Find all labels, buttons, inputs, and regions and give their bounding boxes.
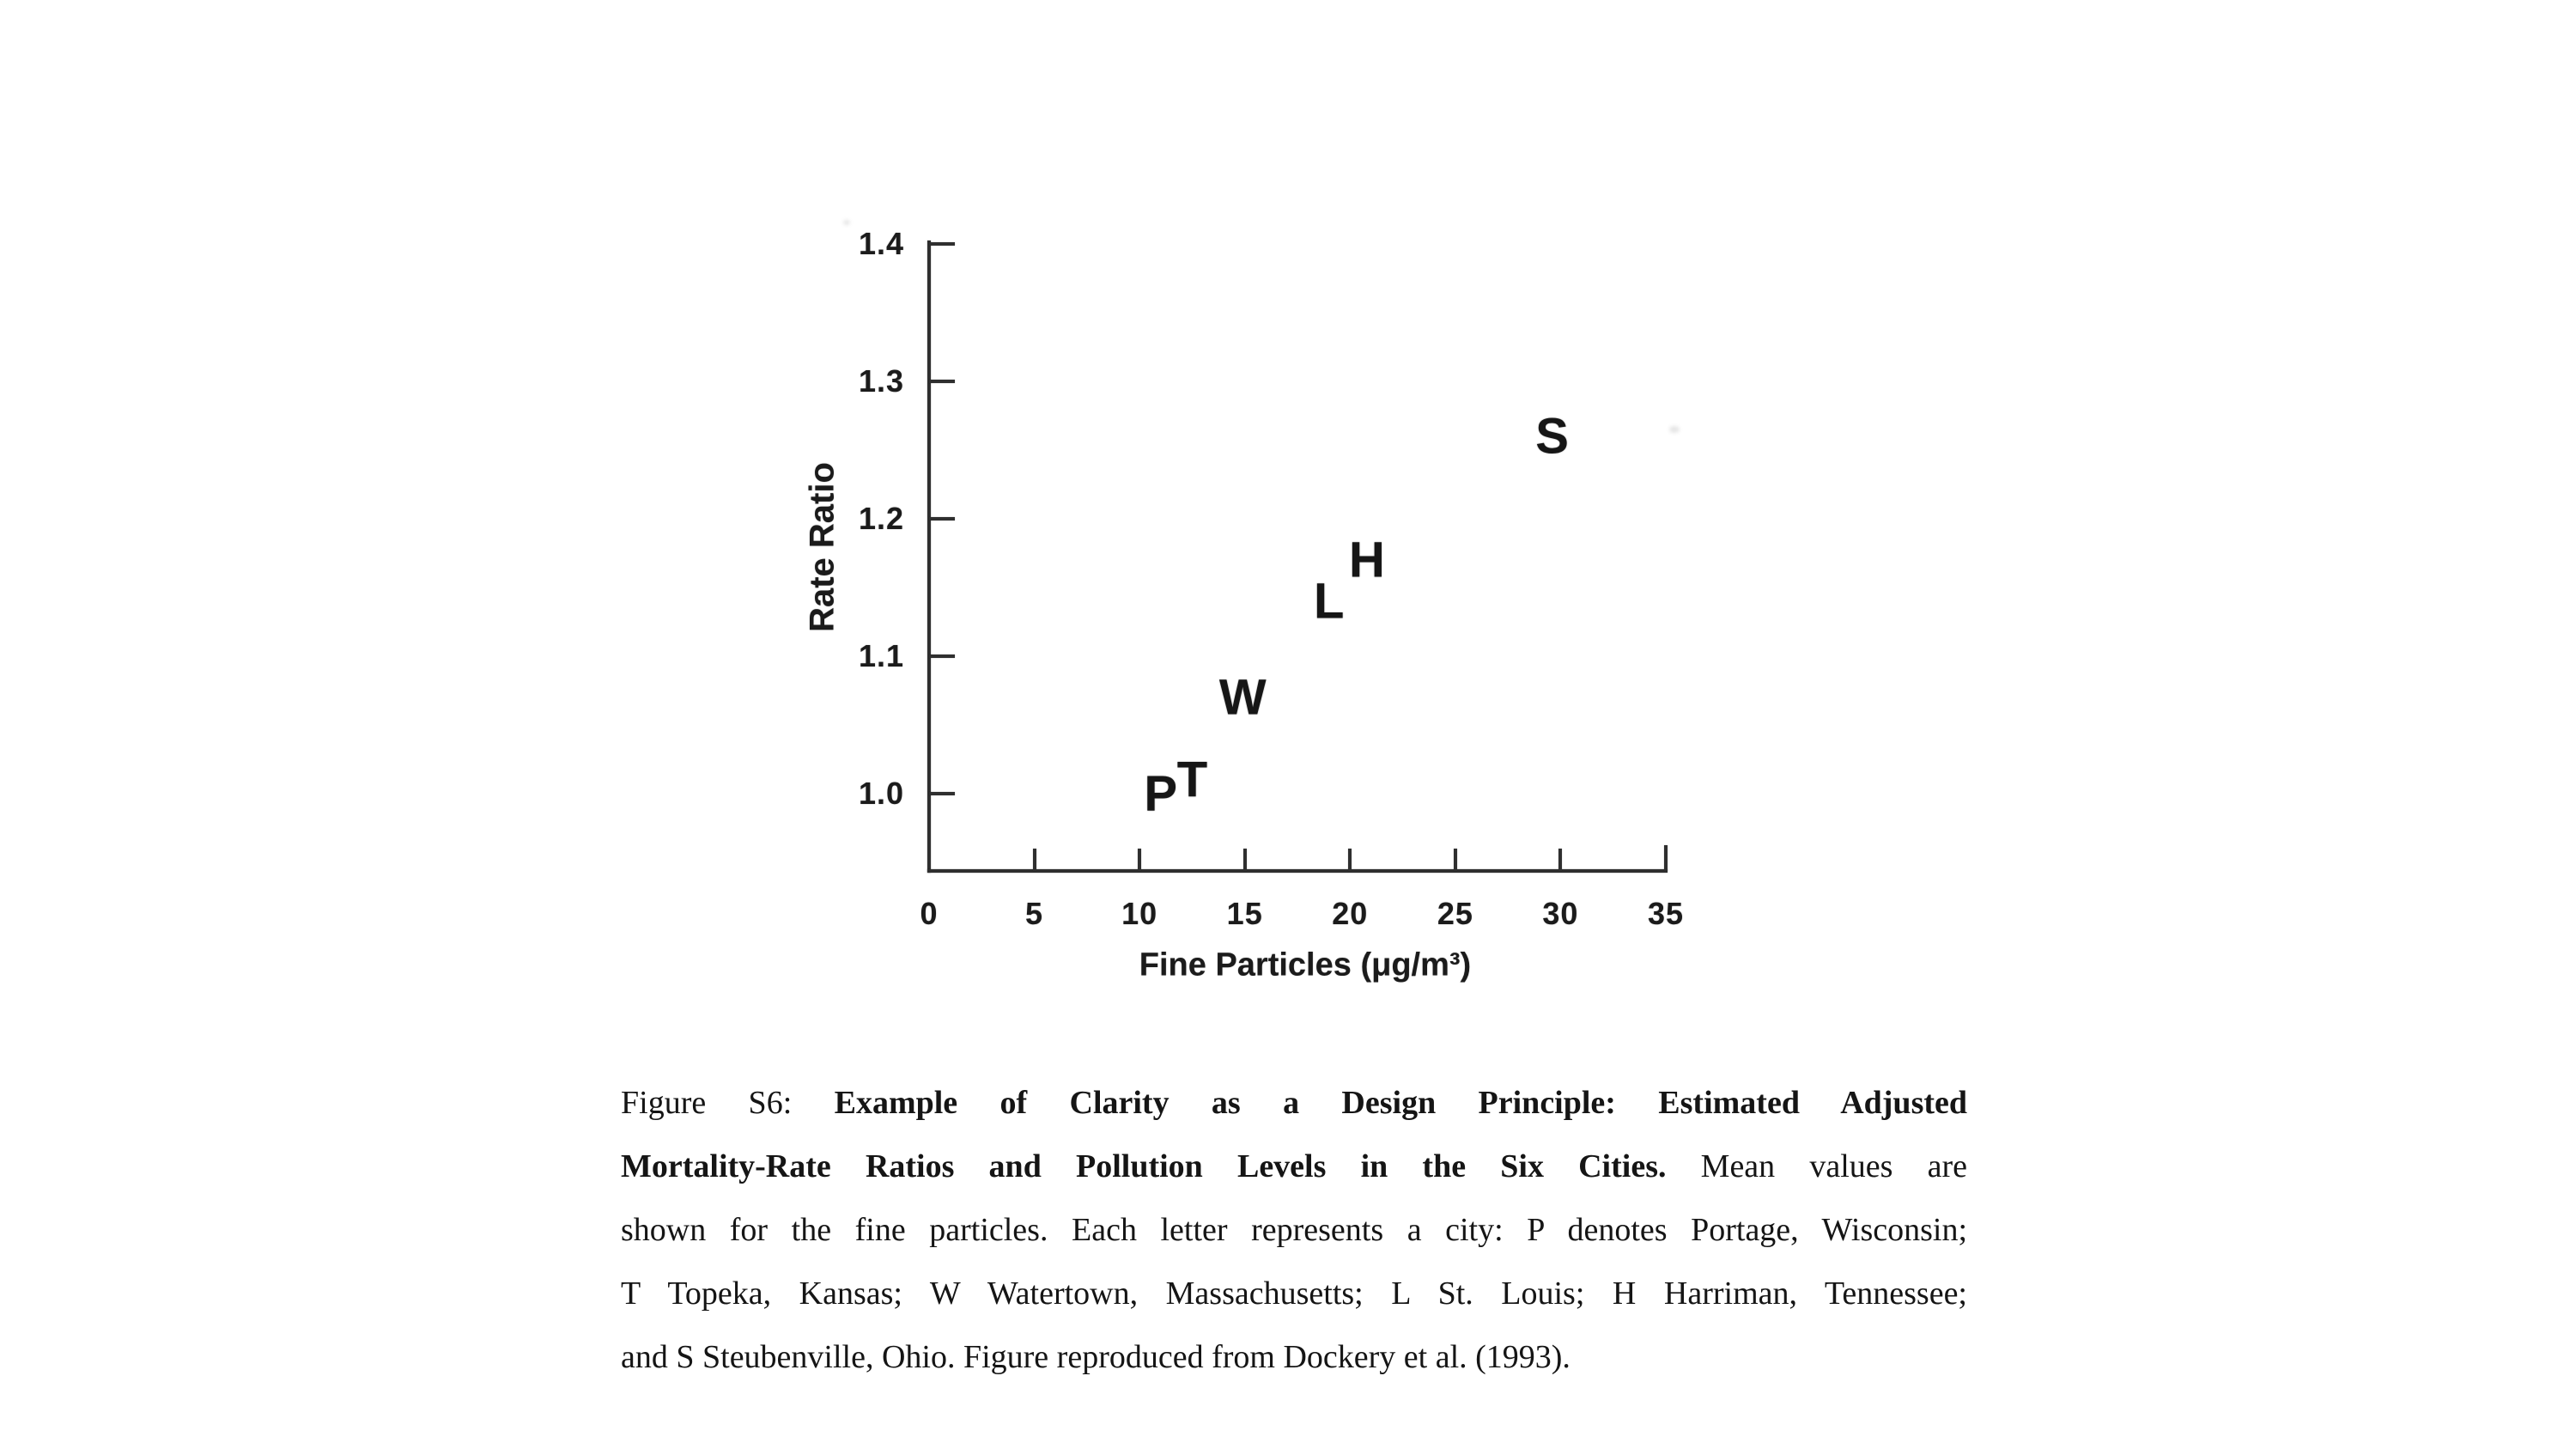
y-axis-line — [927, 240, 931, 873]
y-tick-label: 1.1 — [858, 638, 904, 673]
x-axis-title: Fine Particles (μg/m³) — [1139, 947, 1472, 983]
caption-text: Figure S6: — [621, 1085, 835, 1121]
x-tick-mark — [1454, 849, 1457, 871]
data-point-T: T — [1176, 752, 1208, 808]
caption-text: Mean values are — [1700, 1148, 1967, 1184]
y-tick-mark — [929, 380, 955, 383]
x-tick-mark — [1033, 849, 1036, 871]
data-point-W: W — [1218, 669, 1267, 726]
y-tick-label: 1.0 — [858, 776, 904, 811]
x-axis-line — [927, 869, 1668, 873]
x-tick-mark — [1243, 849, 1247, 871]
x-tick-mark — [1558, 849, 1562, 871]
caption-bold-text: Example of Clarity as a Design Principle: Estimated Adjusted — [834, 1085, 1968, 1121]
y-tick-label: 1.4 — [858, 226, 904, 261]
x-tick-label: 15 — [1226, 896, 1263, 931]
x-tick-label: 0 — [920, 896, 939, 931]
caption-line — [621, 1198, 1967, 1262]
data-point-H: H — [1348, 532, 1385, 588]
y-tick-mark — [929, 792, 955, 795]
caption-bold-text: Mortality-Rate Ratios and Pollution Levels in the Six Cities. — [621, 1148, 1701, 1184]
x-tick-label: 35 — [1647, 896, 1685, 931]
y-tick-mark — [929, 517, 955, 521]
x-tick-label: 30 — [1542, 896, 1579, 931]
x-tick-label: 25 — [1437, 896, 1473, 931]
data-point-L: L — [1314, 573, 1345, 630]
caption-line — [621, 1325, 1967, 1389]
caption-text: T Topeka, Kansas; W Watertown, Massachusetts; L St. Louis; H Harriman, Tennessee; — [621, 1275, 1967, 1312]
caption-text: shown for the fine particles. Each letter represents a city: P denotes Portage, Wisconsin; — [621, 1212, 1967, 1248]
x-tick-label: 5 — [1025, 896, 1044, 931]
y-tick-mark — [929, 654, 955, 658]
y-tick-label: 1.2 — [858, 501, 904, 536]
y-tick-label: 1.3 — [858, 363, 904, 399]
data-point-S: S — [1535, 408, 1569, 465]
caption-line — [621, 1135, 1967, 1198]
caption-line — [621, 1071, 1967, 1135]
x-tick-label: 20 — [1332, 896, 1369, 931]
x-tick-mark — [1348, 849, 1352, 871]
scan-speckle — [1669, 426, 1680, 433]
x-axis-end-hook — [1664, 845, 1668, 871]
y-tick-mark — [929, 242, 955, 246]
figure-caption — [621, 1071, 1967, 1389]
y-axis-title: Rate Ratio — [803, 462, 841, 632]
data-point-P: P — [1144, 765, 1177, 822]
x-tick-label: 10 — [1121, 896, 1158, 931]
caption-line — [621, 1262, 1967, 1325]
x-tick-mark — [1138, 849, 1141, 871]
caption-text: and S Steubenville, Ohio. Figure reproduced from Dockery et al. (1993). — [621, 1339, 1571, 1375]
scan-speckle — [843, 220, 850, 225]
